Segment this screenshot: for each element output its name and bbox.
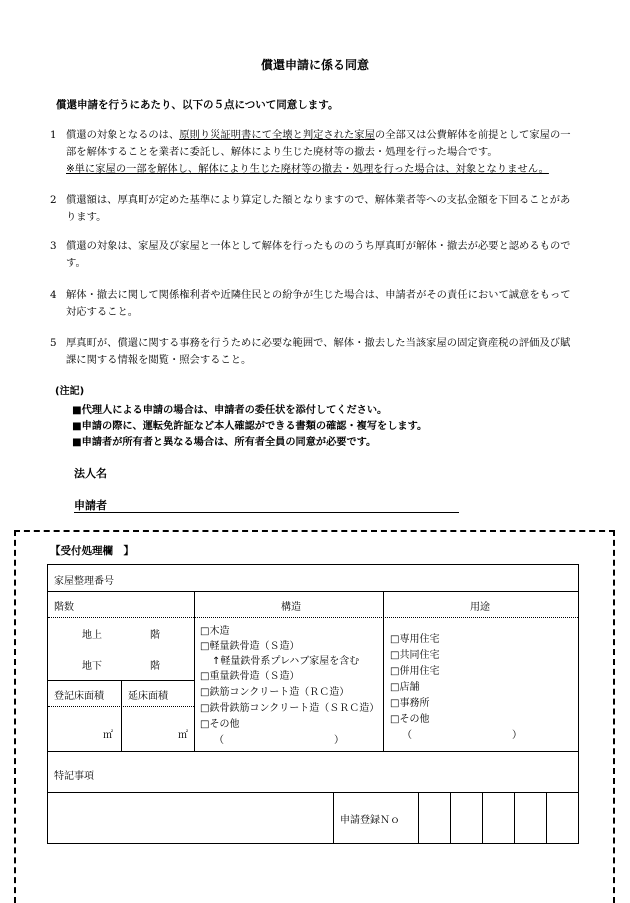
floors-header: 階数 — [54, 602, 74, 613]
consent-item-5 — [50, 335, 578, 369]
floor-unit: 階 — [150, 661, 160, 672]
structure-option[interactable]: □木造 — [200, 626, 230, 637]
item-note: ※単に家屋の一部を解体し、解体により生じた廃材等の撤去・処理を行った場合は、対象となりません。 — [66, 163, 549, 175]
dashed-border-left — [14, 530, 16, 903]
item-text-underlined: 原則り災証明書にて全壊と判定された家屋 — [179, 129, 375, 141]
structure-note: ↑軽量鉄骨系プレハブ家屋を含む — [212, 656, 360, 667]
consent-item-1 — [50, 127, 578, 178]
item-text: 厚真町が、償還に関する事務を行うために必要な範囲で、解体・撤去した当該家屋の固定資産税の評価及び賦課に関する情報を閲覧・照会すること。 — [66, 337, 571, 366]
registered-area-label: 登記床面積 — [54, 691, 104, 702]
usage-option[interactable]: □その他 — [390, 714, 430, 725]
dashed-border-top — [14, 530, 615, 532]
floor-unit: 階 — [150, 630, 160, 641]
consent-item-2 — [50, 192, 578, 226]
intro-text: 償還申請を行うにあたり、以下の５点について同意します。 — [56, 99, 339, 111]
usage-option[interactable]: □専用住宅 — [390, 634, 440, 645]
item-number: 5 — [50, 337, 57, 349]
applicant-line[interactable] — [74, 512, 459, 513]
reception-heading: 【受付処理欄 】 — [50, 545, 134, 557]
structure-option[interactable]: □重量鉄骨造（Ｓ造） — [200, 671, 300, 682]
item-text-post: の全部又は公費解体を前提として家屋の一部を解体することを業者に委託し、解体により生じた廃材等の撤去・処理を行った場合です。 — [66, 129, 571, 158]
special-notes-label: 特記事項 — [54, 771, 94, 782]
item-text: 解体・撤去に関して関係権利者や近隣住民との紛争が生じた場合は、申請者がその責任において誠意をもって対応すること。 — [66, 289, 571, 318]
usage-other-field[interactable]: （ ） — [402, 730, 522, 741]
note-2: ■申請の際に、運転免許証など本人確認ができる書類の確認・複写をします。 — [72, 421, 428, 432]
sqm-unit: ㎡ — [103, 730, 113, 741]
structure-other-field[interactable]: （ ） — [214, 735, 344, 746]
structure-header: 構造 — [281, 602, 301, 613]
structure-option[interactable]: □鉄筋コンクリート造（ＲＣ造） — [200, 687, 350, 698]
item-number: 4 — [50, 289, 57, 301]
house-number-label: 家屋整理番号 — [54, 576, 114, 587]
item-text-pre: 償還の対象となるのは、 — [66, 129, 180, 141]
total-area-label: 延床面積 — [128, 691, 168, 702]
registration-number-label: 申請登録Ｎｏ — [340, 815, 400, 826]
below-ground-label: 地下 — [82, 661, 102, 672]
item-number: 2 — [50, 194, 57, 206]
item-number: 3 — [50, 240, 57, 252]
dashed-border-right — [613, 530, 615, 903]
note-3: ■申請者が所有者と異なる場合は、所有者全員の同意が必要です。 — [72, 437, 377, 448]
notes-heading: (注記) — [55, 386, 85, 397]
usage-option[interactable]: □事務所 — [390, 698, 430, 709]
note-1: ■代理人による申請の場合は、申請者の委任状を添付してください。 — [72, 405, 388, 416]
usage-header: 用途 — [470, 602, 490, 613]
usage-option[interactable]: □店舗 — [390, 682, 420, 693]
usage-option[interactable]: □併用住宅 — [390, 666, 440, 677]
usage-option[interactable]: □共同住宅 — [390, 650, 440, 661]
page-title: 償還申請に係る同意 — [260, 58, 369, 72]
consent-item-3 — [50, 238, 578, 272]
item-number: 1 — [50, 129, 57, 141]
applicant-label: 申請者 — [74, 499, 107, 512]
consent-item-4 — [50, 287, 578, 321]
structure-option[interactable]: □鉄骨鉄筋コンクリート造（ＳＲＣ造） — [200, 703, 380, 714]
sqm-unit: ㎡ — [178, 730, 188, 741]
structure-option[interactable]: □その他 — [200, 719, 240, 730]
structure-option[interactable]: □軽量鉄骨造（Ｓ造） — [200, 641, 300, 652]
item-text: 償還の対象は、家屋及び家屋と一体として解体を行ったもののうち厚真町が解体・撤去が必要と認めるものです。 — [66, 240, 571, 269]
reception-table — [47, 564, 579, 844]
above-ground-label: 地上 — [82, 630, 102, 641]
corp-name-label: 法人名 — [74, 467, 107, 480]
item-text: 償還額は、厚真町が定めた基準により算定した額となりますので、解体業者等への支払金額を下回ることがあります。 — [66, 194, 571, 223]
